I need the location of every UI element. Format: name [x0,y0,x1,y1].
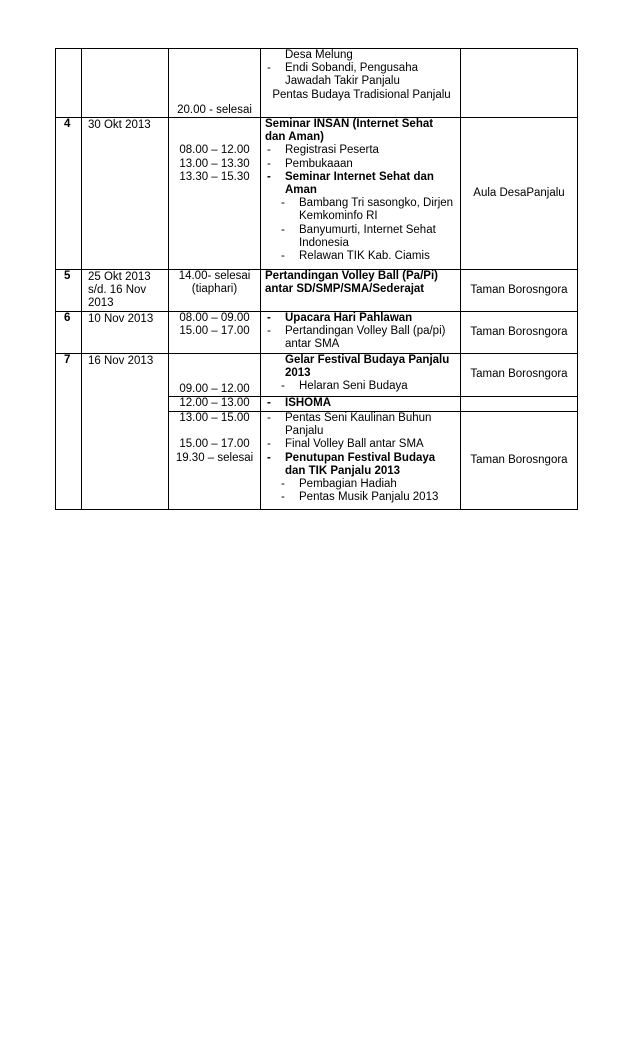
row-location [461,397,578,412]
row-activity [261,49,461,118]
activity-item: - Penutupan Festival Budaya [267,451,436,464]
row-location [461,49,578,118]
row-location: Aula DesaPanjalu [461,118,578,270]
activity-item: - Pembukaaan [267,157,353,170]
activity-line: Indonesia [299,236,349,249]
table-row [56,118,578,270]
row-number: 4 [56,118,82,270]
row-number: 5 [56,270,82,312]
row-number [56,49,82,118]
activity-item: - Registrasi Peserta [267,144,379,157]
activity-item: - Pertandingan Volley Ball (pa/pi) [267,325,446,338]
activity-subitem: - Bambang Tri sasongko, Dirjen [281,197,454,210]
row-location: Taman Borosngora [461,412,578,510]
row-time: 13.00 – 15.00 15.00 – 17.00 19.30 – selesai [169,412,261,510]
activity-title: dan Aman) [265,131,324,144]
row-activity [261,397,461,412]
activity-line: dan TIK Panjalu 2013 [285,464,401,477]
row-location: Taman Borosngora [461,312,578,354]
activity-title: antar SD/SMP/SMA/Sederajat [265,283,425,296]
row-date: 30 Okt 2013 [82,118,169,270]
row-time: 20.00 - selesai [169,49,261,118]
activity-line: Aman [285,184,317,197]
row-activity [261,270,461,312]
activity-subitem: - Pembagian Hadiah [281,478,397,491]
activity-subitem: - Pentas Musik Panjalu 2013 [281,491,439,504]
activity-title: Seminar INSAN (Internet Sehat [265,118,434,130]
row-activity [261,312,461,354]
activity-line: Kemkominfo RI [299,210,378,223]
activity-line: Desa Melung [285,49,353,61]
table-row [56,270,578,312]
activity-line: antar SMA [285,338,340,351]
row-number: 6 [56,312,82,354]
row-date: 25 Okt 2013 s/d. 16 Nov 2013 [82,270,169,312]
row-time: 12.00 – 13.00 [169,397,261,412]
row-time: 08.00 – 09.00 15.00 – 17.00 [169,312,261,354]
activity-item: - Endi Sobandi, Pengusaha [267,62,418,75]
activity-subitem: - Helaran Seni Budaya [281,380,408,393]
activity-title: Gelar Festival Budaya Panjalu [285,354,450,366]
table-row [56,354,578,397]
table-row [56,49,578,118]
row-activity [261,354,461,397]
row-time: 09.00 – 12.00 [169,354,261,397]
activity-title: 2013 [285,367,311,380]
activity-line: Panjalu [285,425,324,438]
row-location: Taman Borosngora [461,354,578,397]
row-date: 16 Nov 2013 [82,354,169,510]
activity-title: Pertandingan Volley Ball (Pa/Pi) [265,270,438,282]
table-row [56,312,578,354]
schedule-table [55,48,578,510]
row-time: 08.00 – 12.00 13.00 – 13.30 13.30 – 15.30 [169,118,261,270]
row-activity [261,412,461,510]
row-location: Taman Borosngora [461,270,578,312]
activity-item: - Upacara Hari Pahlawan [267,312,413,324]
activity-subitem: - Banyumurti, Internet Sehat [281,223,436,236]
row-activity [261,118,461,270]
row-time: 14.00- selesai (tiaphari) [169,270,261,312]
activity-line: Jawadah Takir Panjalu [285,75,400,88]
activity-item: - Seminar Internet Sehat dan [267,170,434,183]
activity-line: Pentas Budaya Tradisional Panjalu [272,88,451,101]
activity-subitem: - Relawan TIK Kab. Ciamis [281,250,430,263]
row-number: 7 [56,354,82,510]
activity-item: - Final Volley Ball antar SMA [267,438,424,451]
row-date [82,49,169,118]
activity-item: - ISHOMA [267,397,331,409]
row-date: 10 Nov 2013 [82,312,169,354]
activity-item: - Pentas Seni Kaulinan Buhun [267,412,432,424]
